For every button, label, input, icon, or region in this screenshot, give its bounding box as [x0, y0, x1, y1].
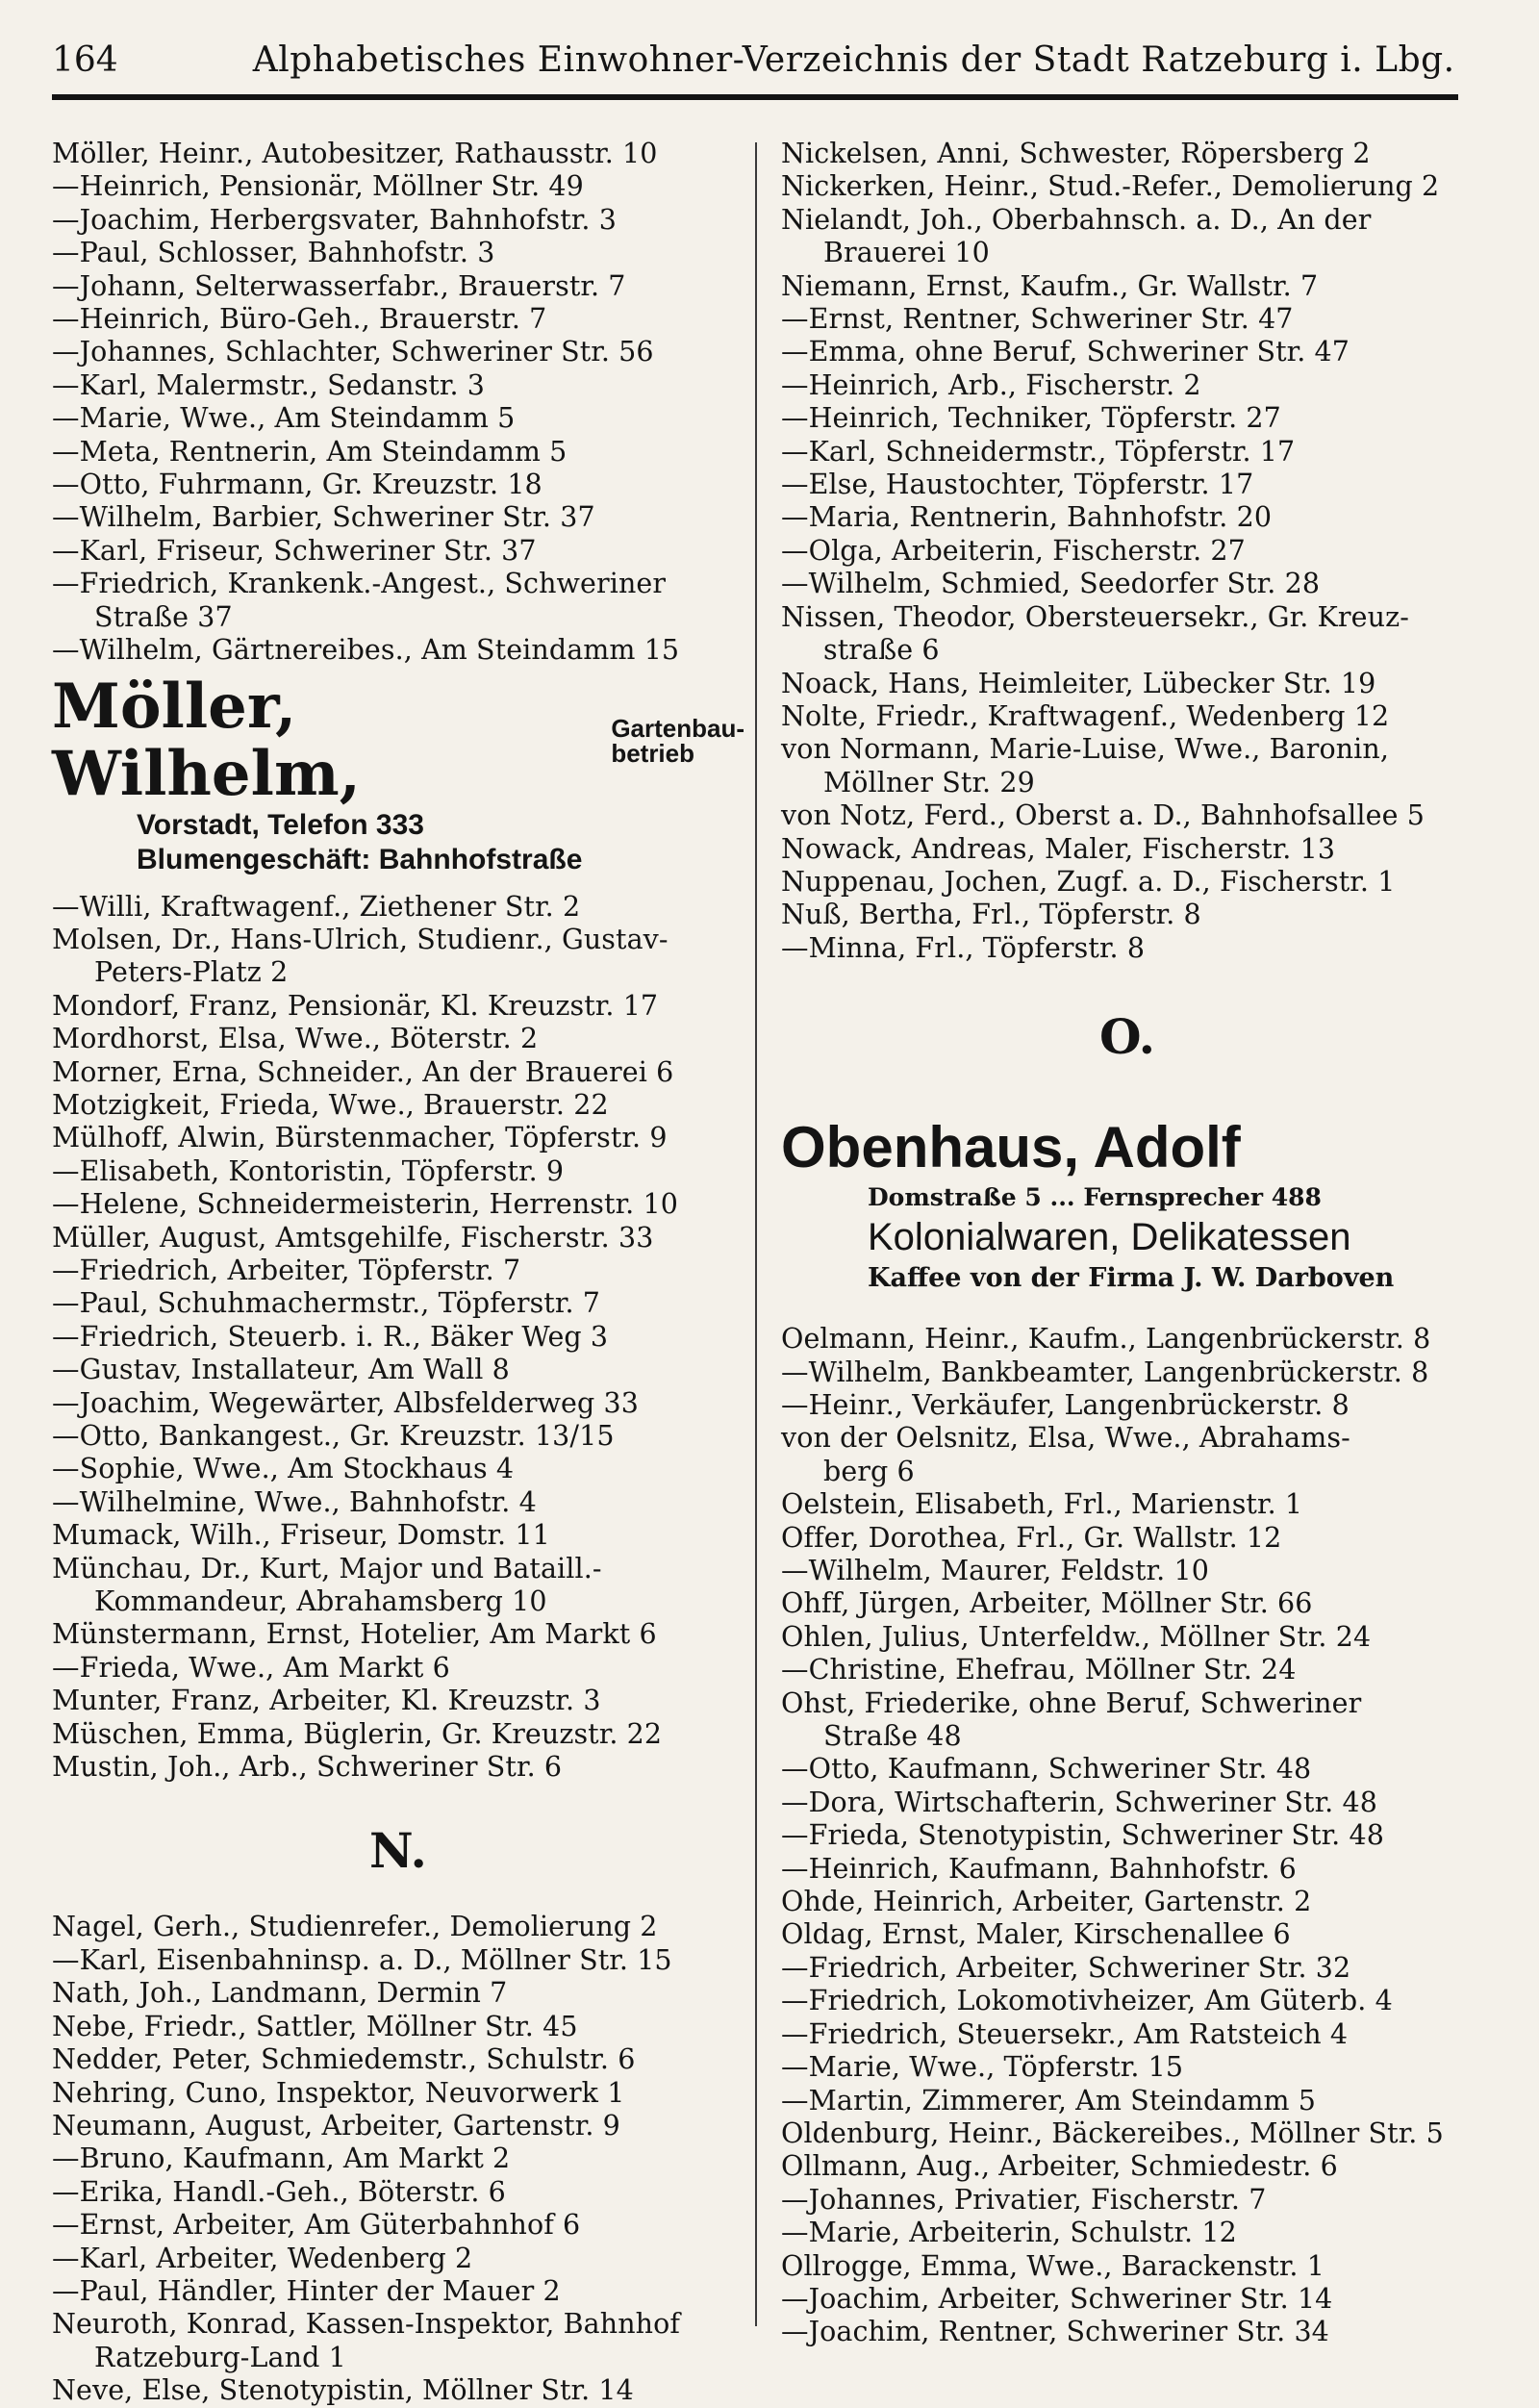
- entry-group-m: [52, 891, 744, 1785]
- directory-entry: Ohff, Jürgen, Arbeiter, Möllner Str. 66: [781, 1587, 1313, 1620]
- directory-entry: —Friedrich, Arbeiter, Töpferstr. 7: [52, 1254, 521, 1286]
- directory-entry-continuation: Straße 37: [94, 600, 233, 633]
- directory-entry: —Otto, Fuhrmann, Gr. Kreuzstr. 18: [52, 469, 542, 501]
- directory-entry: Nickelsen, Anni, Schwester, Röpersberg 2: [781, 138, 1371, 169]
- directory-entry: Nissen, Theodor, Obersteuersekr., Gr. Kreuz-: [781, 600, 1409, 633]
- directory-entry: —Friedrich, Lokomotivheizer, Am Güterb. 4: [781, 1985, 1393, 2017]
- directory-entry: Münstermann, Ernst, Hotelier, Am Markt 6: [52, 1618, 657, 1651]
- directory-entry-continuation: Peters-Platz 2: [94, 956, 289, 989]
- advertisement-obenhaus: [781, 1113, 1474, 1296]
- directory-entry: Morner, Erna, Schneider., An der Brauerei 6: [52, 1055, 674, 1088]
- directory-entry: —Frieda, Stenotypistin, Schweriner Str. 48: [781, 1819, 1384, 1852]
- directory-entry: —Wilhelm, Gärtnereibes., Am Steindamm 15: [52, 634, 680, 667]
- directory-entry-continuation: straße 6: [823, 634, 940, 667]
- directory-entry: —Paul, Schuhmachermstr., Töpferstr. 7: [52, 1287, 600, 1320]
- directory-entry: Ollrogge, Emma, Wwe., Barackenstr. 1: [781, 2249, 1325, 2282]
- directory-entry: Nedder, Peter, Schmiedemstr., Schulstr. 6: [52, 2043, 636, 2076]
- directory-entry: —Karl, Schneidermstr., Töpferstr. 17: [781, 435, 1296, 468]
- ad-business-type-line2: betrieb: [611, 738, 694, 768]
- ad-address-line: Vorstadt, Telefon 333: [137, 808, 424, 841]
- directory-entry: —Paul, Schlosser, Bahnhofstr. 3: [52, 237, 495, 269]
- ad-coffee-line: Kaffee von der Firma J. W. Darboven: [868, 1263, 1395, 1294]
- directory-entry: Nagel, Gerh., Studienrefer., Demolierung 2: [52, 1911, 658, 1943]
- directory-entry: Nehring, Cuno, Inspektor, Neuvorwerk 1: [52, 2076, 625, 2109]
- directory-entry: —Joachim, Herbergsvater, Bahnhofstr. 3: [52, 203, 617, 236]
- entry-group-n-cont: [781, 138, 1474, 965]
- directory-entry: —Willi, Kraftwagenf., Ziethener Str. 2: [52, 890, 581, 923]
- directory-entry: —Ernst, Rentner, Schweriner Str. 47: [781, 303, 1294, 336]
- directory-entry: —Friedrich, Steuerb. i. R., Bäker Weg 3: [52, 1320, 609, 1353]
- directory-entry-continuation: berg 6: [823, 1455, 915, 1487]
- directory-entry: Niemann, Ernst, Kaufm., Gr. Wallstr. 7: [781, 269, 1319, 302]
- directory-entry: Motzigkeit, Frieda, Wwe., Brauerstr. 22: [52, 1088, 609, 1121]
- directory-entry: —Johannes, Privatier, Fischerstr. 7: [781, 2183, 1267, 2216]
- directory-entry: —Wilhelm, Bankbeamter, Langenbrückerstr. 8: [781, 1356, 1429, 1388]
- ad-business-type-line1: Gartenbau-: [611, 713, 744, 743]
- directory-entry: —Emma, ohne Beruf, Schweriner Str. 47: [781, 336, 1350, 368]
- directory-entry: —Paul, Händler, Hinter der Mauer 2: [52, 2274, 561, 2307]
- directory-entry: von Notz, Ferd., Oberst a. D., Bahnhofsallee 5: [781, 799, 1425, 832]
- directory-entry-continuation: Straße 48: [823, 1720, 962, 1753]
- ad-goods-line: Kolonialwaren, Delikatessen: [868, 1216, 1351, 1259]
- directory-entry: —Otto, Kaufmann, Schweriner Str. 48: [781, 1753, 1312, 1786]
- directory-entry: von der Oelsnitz, Elsa, Wwe., Abrahams-: [781, 1422, 1350, 1455]
- directory-entry: Mülhoff, Alwin, Bürstenmacher, Töpferstr. 9: [52, 1122, 668, 1154]
- directory-entry: —Ernst, Arbeiter, Am Güterbahnhof 6: [52, 2209, 581, 2242]
- directory-entry: —Olga, Arbeiterin, Fischerstr. 27: [781, 534, 1246, 567]
- directory-entry: —Elisabeth, Kontoristin, Töpferstr. 9: [52, 1154, 565, 1187]
- directory-entry: von Normann, Marie-Luise, Wwe., Baronin,: [781, 733, 1389, 766]
- directory-entry: Molsen, Dr., Hans-Ulrich, Studienr., Gustav-: [52, 923, 669, 955]
- directory-entry: Nath, Joh., Landmann, Dermin 7: [52, 1977, 508, 2010]
- directory-entry: Oldag, Ernst, Maler, Kirschenallee 6: [781, 1918, 1291, 1951]
- directory-entry: —Christine, Ehefrau, Möllner Str. 24: [781, 1654, 1297, 1686]
- directory-entry: Ohst, Friederike, ohne Beruf, Schweriner: [781, 1686, 1362, 1719]
- directory-entry: —Heinrich, Techniker, Töpferstr. 27: [781, 402, 1281, 435]
- directory-entry: —Heinrich, Büro-Geh., Brauerstr. 7: [52, 303, 547, 336]
- entry-group-n: [52, 1911, 744, 2407]
- directory-entry: —Maria, Rentnerin, Bahnhofstr. 20: [781, 501, 1273, 534]
- directory-entry: —Marie, Wwe., Töpferstr. 15: [781, 2051, 1184, 2084]
- directory-entry: Ohlen, Julius, Unterfeldw., Möllner Str. 24: [781, 1620, 1372, 1653]
- ad-address-line: Domstraße 5 ... Fernsprecher 488: [868, 1183, 1322, 1212]
- directory-entry: Müller, August, Amtsgehilfe, Fischerstr. 33: [52, 1221, 654, 1254]
- left-column: [52, 138, 744, 2408]
- directory-entry: —Bruno, Kaufmann, Am Markt 2: [52, 2142, 511, 2175]
- directory-entry: —Wilhelm, Schmied, Seedorfer Str. 28: [781, 568, 1321, 600]
- directory-entry: —Karl, Eisenbahninsp. a. D., Möllner Str. 15: [52, 1943, 672, 1976]
- directory-entry-continuation: Möllner Str. 29: [823, 766, 1035, 798]
- directory-entry: —Friedrich, Steuersekr., Am Ratsteich 4: [781, 2017, 1349, 2050]
- directory-entry: Nowack, Andreas, Maler, Fischerstr. 13: [781, 832, 1336, 865]
- directory-entry: —Otto, Bankangest., Gr. Kreuzstr. 13/15: [52, 1420, 615, 1452]
- directory-entry-continuation: Ratzeburg-Land 1: [94, 2341, 346, 2373]
- directory-entry: Offer, Dorothea, Frl., Gr. Wallstr. 12: [781, 1521, 1282, 1554]
- directory-entry: —Minna, Frl., Töpferstr. 8: [781, 931, 1146, 964]
- directory-entry: Mordhorst, Elsa, Wwe., Böterstr. 2: [52, 1023, 539, 1055]
- directory-entry: Ollmann, Aug., Arbeiter, Schmiedestr. 6: [781, 2150, 1338, 2183]
- directory-entry: —Karl, Friseur, Schweriner Str. 37: [52, 534, 537, 567]
- ad-business-name: Möller, Wilhelm,: [52, 670, 361, 810]
- directory-entry: —Wilhelm, Maurer, Feldstr. 10: [781, 1555, 1209, 1586]
- column-divider: [755, 142, 757, 2326]
- directory-entry: Nickerken, Heinr., Stud.-Refer., Demolierung 2: [781, 170, 1440, 203]
- section-heading-o: O.: [1098, 1008, 1156, 1066]
- advertisement-moeller: [52, 670, 744, 877]
- directory-entry: Mondorf, Franz, Pensionär, Kl. Kreuzstr. 17: [52, 989, 659, 1022]
- directory-entry: Neve, Else, Stenotypistin, Möllner Str. 14: [52, 2374, 634, 2407]
- directory-entry: —Erika, Handl.-Geh., Böterstr. 6: [52, 2175, 506, 2208]
- directory-entry: —Johann, Selterwasserfabr., Brauerstr. 7: [52, 269, 626, 302]
- directory-entry: Möller, Heinr., Autobesitzer, Rathausstr. 10: [52, 138, 658, 169]
- directory-entry: —Else, Haustochter, Töpferstr. 17: [781, 469, 1254, 501]
- directory-entry: Oldenburg, Heinr., Bäckereibes., Möllner Str. 5: [781, 2117, 1444, 2149]
- directory-entry: Nebe, Friedr., Sattler, Möllner Str. 45: [52, 2010, 578, 2042]
- directory-entry: Noack, Hans, Heimleiter, Lübecker Str. 19: [781, 667, 1376, 699]
- directory-entry: —Friedrich, Arbeiter, Schweriner Str. 32: [781, 1951, 1351, 1984]
- directory-entry: —Wilhelm, Barbier, Schweriner Str. 37: [52, 501, 595, 534]
- directory-entry: Neumann, August, Arbeiter, Gartenstr. 9: [52, 2109, 620, 2142]
- header-rule: [52, 94, 1458, 100]
- directory-entry: Mustin, Joh., Arb., Schweriner Str. 6: [52, 1751, 563, 1784]
- directory-entry: —Heinrich, Arb., Fischerstr. 2: [781, 368, 1201, 401]
- directory-entry: Nolte, Friedr., Kraftwagenf., Wedenberg 12: [781, 699, 1390, 732]
- entry-group-o: [781, 1323, 1474, 2349]
- directory-entry: Ohde, Heinrich, Arbeiter, Gartenstr. 2: [781, 1886, 1312, 1918]
- directory-entry: —Martin, Zimmerer, Am Steindamm 5: [781, 2084, 1317, 2117]
- directory-entry: Nielandt, Joh., Oberbahnsch. a. D., An der: [781, 203, 1372, 236]
- directory-entry: Munter, Franz, Arbeiter, Kl. Kreuzstr. 3: [52, 1685, 601, 1717]
- directory-entry: Müschen, Emma, Büglerin, Gr. Kreuzstr. 22: [52, 1717, 663, 1750]
- directory-entry: Münchau, Dr., Kurt, Major und Bataill.-: [52, 1552, 602, 1584]
- directory-entry: —Joachim, Wegewärter, Albsfelderweg 33: [52, 1386, 639, 1419]
- directory-entry: —Helene, Schneidermeisterin, Herrenstr. 10: [52, 1188, 678, 1221]
- ad-business-name: Obenhaus, Adolf: [781, 1115, 1241, 1180]
- directory-entry: —Friedrich, Krankenk.-Angest., Schweriner: [52, 568, 667, 600]
- directory-entry: —Joachim, Rentner, Schweriner Str. 34: [781, 2316, 1329, 2348]
- directory-entry-continuation: Brauerei 10: [823, 237, 990, 269]
- directory-entry: —Marie, Arbeiterin, Schulstr. 12: [781, 2217, 1237, 2249]
- directory-entry: Oelmann, Heinr., Kaufm., Langenbrückerstr. 8: [781, 1323, 1431, 1356]
- running-title: Alphabetisches Einwohner-Verzeichnis der Stadt Ratzeburg i. Lbg.: [252, 40, 1455, 80]
- right-column: [781, 138, 1474, 2349]
- directory-entry: Nuppenau, Jochen, Zugf. a. D., Fischerstr. 1: [781, 865, 1396, 898]
- directory-entry: —Johannes, Schlachter, Schweriner Str. 56: [52, 336, 654, 368]
- directory-entry: —Heinrich, Kaufmann, Bahnhofstr. 6: [781, 1852, 1297, 1885]
- directory-entry-continuation: Kommandeur, Abrahamsberg 10: [94, 1585, 547, 1618]
- section-heading-n: N.: [369, 1822, 427, 1880]
- directory-entry: —Wilhelmine, Wwe., Bahnhofstr. 4: [52, 1485, 537, 1518]
- directory-entry: —Heinr., Verkäufer, Langenbrückerstr. 8: [781, 1388, 1350, 1421]
- directory-entry: Oelstein, Elisabeth, Frl., Marienstr. 1: [781, 1488, 1303, 1521]
- directory-entry: —Dora, Wirtschafterin, Schweriner Str. 48: [781, 1786, 1377, 1818]
- directory-entry: Nuß, Bertha, Frl., Töpferstr. 8: [781, 899, 1201, 931]
- directory-entry: —Joachim, Arbeiter, Schweriner Str. 14: [781, 2282, 1333, 2315]
- directory-entry: Neuroth, Konrad, Kassen-Inspektor, Bahnhof: [52, 2308, 681, 2341]
- page-header: [52, 40, 1458, 98]
- directory-entry: —Frieda, Wwe., Am Markt 6: [52, 1651, 450, 1684]
- entry-group-m-top: [52, 138, 744, 668]
- directory-entry: —Karl, Malermstr., Sedanstr. 3: [52, 368, 485, 401]
- directory-entry: —Marie, Wwe., Am Steindamm 5: [52, 402, 516, 435]
- ad-shop-line: Blumengeschäft: Bahnhofstraße: [137, 843, 583, 875]
- directory-entry: —Heinrich, Pensionär, Möllner Str. 49: [52, 170, 584, 203]
- page-number: 164: [52, 40, 118, 80]
- directory-entry: —Gustav, Installateur, Am Wall 8: [52, 1354, 510, 1386]
- directory-entry: —Sophie, Wwe., Am Stockhaus 4: [52, 1453, 515, 1485]
- directory-entry: —Meta, Rentnerin, Am Steindamm 5: [52, 435, 568, 468]
- directory-entry: Mumack, Wilh., Friseur, Domstr. 11: [52, 1519, 550, 1552]
- directory-entry: —Karl, Arbeiter, Wedenberg 2: [52, 2242, 473, 2274]
